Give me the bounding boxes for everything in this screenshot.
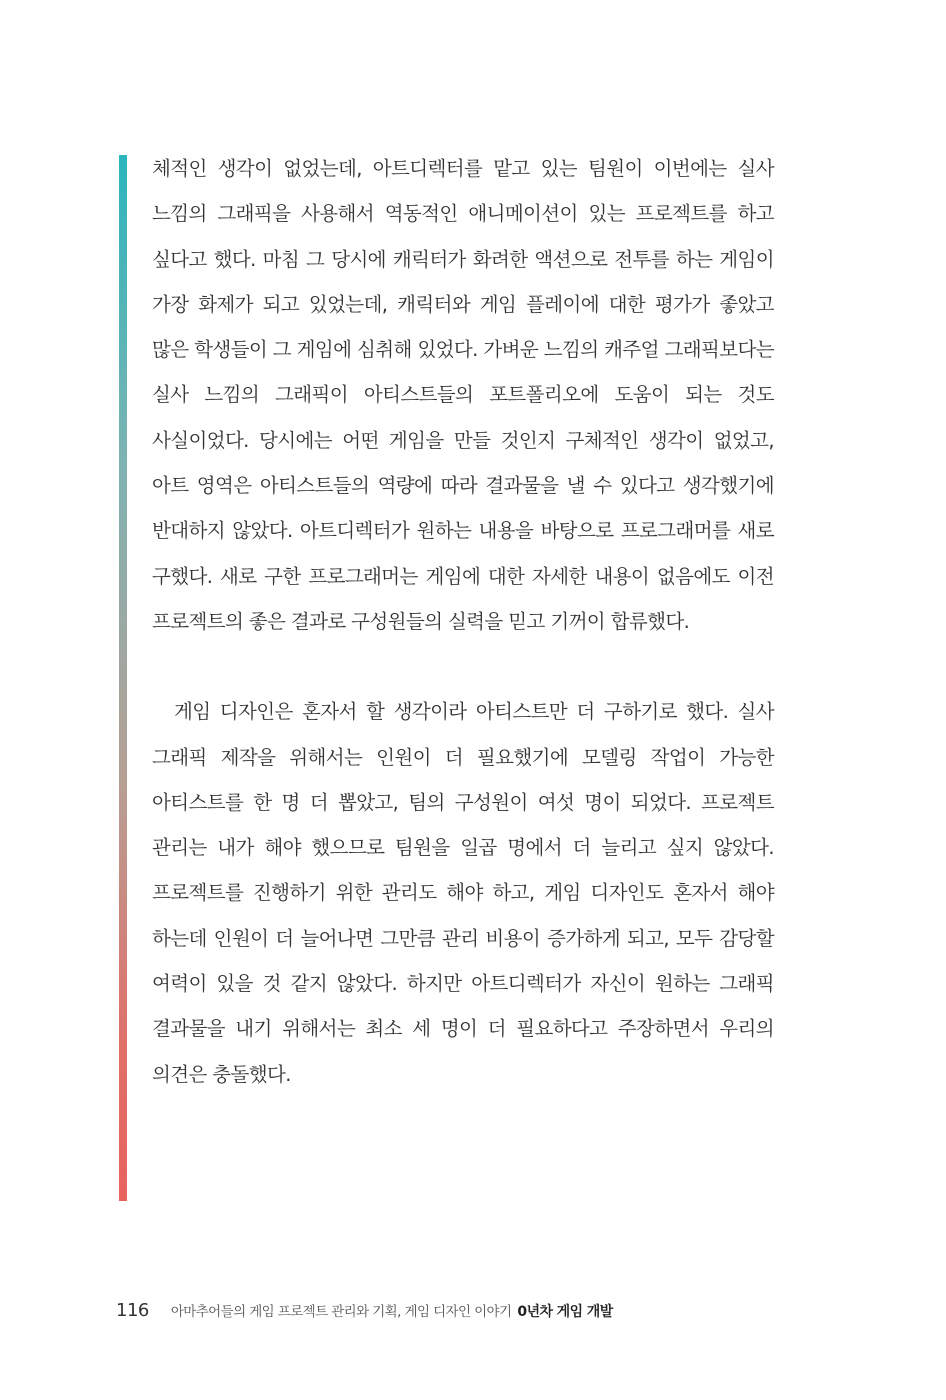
body-paragraph-1: 체적인 생각이 없었는데, 아트디렉터를 맡고 있는 팀원이 이번에는 실사 느낌의 그래픽을 사용해서 역동적인 애니메이션이 있는 프로젝트를 하고 싶다고 했다. 마침 그 당시에 캐릭터가 화려한 액션으로 전투를 하는 게임이 가장 화제가 되고 있었는데, 캐릭터와 게임 플레이에 대한 평가가 좋았고 많은 학생들이 그 게임에 심취해 있었다. 가벼운 느낌의 캐주얼 그래픽보다는 실사 느낌의 그래픽이 아티스트들의 포트폴리오에 도움이 되는 것도 사실이었다. 당시에는 어떤 게임을 만들 것인지 구체적인 생각이 없었고, 아트 영역은 아티스트들의 역량에 따라 결과물을 낼 수 있다고 생각했기에 반대하지 않았다. 아트디렉터가 원하는 내용을 바탕으로 프로그래머를 새로 구했다. 새로 구한 프로그래머는 게임에 대한 자세한 내용이 없음에도 이전 프로젝트의 좋은 결과로 구성원들의 실력을 믿고 기꺼이 합류했다. xyxy=(152,157,774,633)
body-paragraph-2: 게임 디자인은 혼자서 할 생각이라 아티스트만 더 구하기로 했다. 실사 그래픽 제작을 위해서는 인원이 더 필요했기에 모델링 작업이 가능한 아티스트를 한 명 더 뽑았고, 팀의 구성원이 여섯 명이 되었다. 프로젝트 관리는 내가 해야 했으므로 팀원을 일곱 명에서 더 늘리고 싶지 않았다. 프로젝트를 진행하기 위한 관리도 해야 하고, 게임 디자인도 혼자서 해야 하는데 인원이 더 늘어나면 그만큼 관리 비용이 증가하게 되고, 모두 감당할 여력이 있을 것 같지 않았다. 하지만 아트디렉터가 자신이 원하는 그래픽 결과물을 내기 위해서는 최소 세 명이 더 필요하다고 주장하면서 우리의 의견은 충돌했다. xyxy=(152,700,774,1086)
page-footer xyxy=(116,1300,816,1326)
accent-gradient-bar xyxy=(119,155,127,1201)
book-title: 0년차 게임 개발 xyxy=(517,1304,613,1320)
body-text-block xyxy=(152,146,774,1097)
book-subtitle: 아마추어들의 게임 프로젝트 관리와 기획, 게임 디자인 이야기 xyxy=(170,1304,512,1320)
page-number: 116 xyxy=(116,1300,149,1321)
